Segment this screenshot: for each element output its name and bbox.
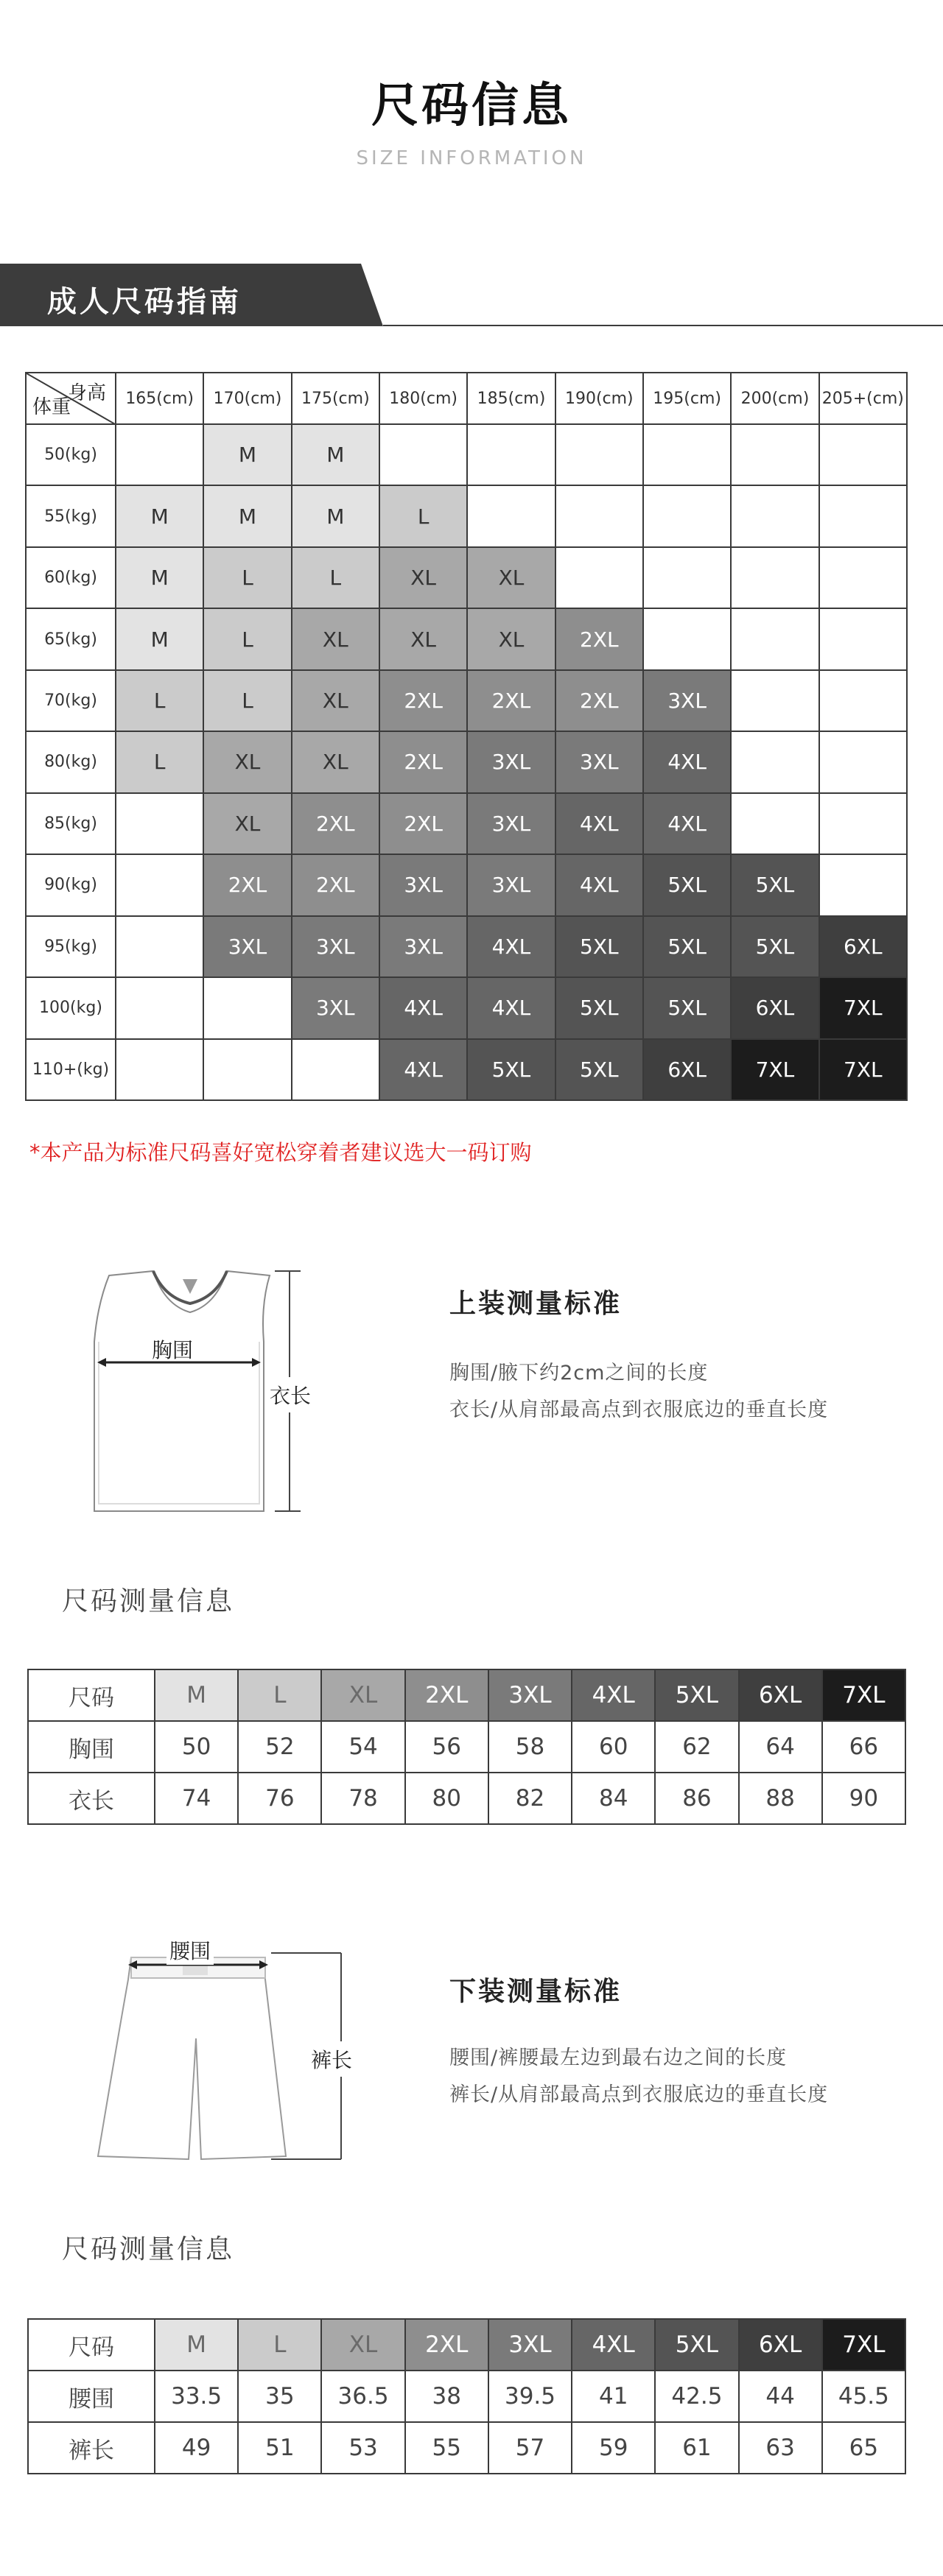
corner-cell [26,373,116,424]
size-header-cell: XL [321,1669,404,1721]
banner-label: 成人尺码指南 [47,285,242,319]
section-banner [0,264,943,330]
bottom-info-heading: 尺码测量信息 [62,2234,235,2264]
size-cell [819,731,907,792]
size-cell: 5XL [731,854,818,915]
size-cell [643,424,731,485]
size-cell: XL [203,731,291,792]
size-cell [731,485,818,546]
size-cell [643,485,731,546]
size-cell: M [292,424,379,485]
weight-cell: 100(kg) [26,977,116,1038]
size-header-cell: M [155,2319,238,2371]
size-cell: 5XL [643,854,731,915]
value-cell: 59 [572,2422,655,2474]
value-cell: 53 [321,2422,404,2474]
size-cell: 4XL [379,977,467,1038]
size-cell: L [203,670,291,731]
bottom-measure-heading: 下装测量标准 [449,1977,623,2007]
size-cell: 7XL [819,1039,907,1100]
weight-cell: 95(kg) [26,916,116,977]
size-cell: 5XL [467,1039,555,1100]
size-header-cell: 2XL [405,2319,488,2371]
size-cell: 4XL [555,793,643,854]
weight-cell: 80(kg) [26,731,116,792]
size-header-label: 尺码 [28,2319,155,2371]
height-header-cell: 165(cm) [116,373,203,424]
size-cell: 4XL [555,854,643,915]
shorts-diagram [80,1935,360,2171]
size-cell: 5XL [555,916,643,977]
weight-cell: 55(kg) [26,485,116,546]
size-cell [555,547,643,608]
value-cell: 82 [488,1773,572,1824]
size-cell: M [292,485,379,546]
size-cell: XL [203,793,291,854]
size-header-label: 尺码 [28,1669,155,1721]
size-cell: 4XL [643,793,731,854]
size-cell [819,854,907,915]
top-measure-line-1: 胸围/腋下约2cm之间的长度 [449,1362,709,1384]
pants-length-label: 裤长 [309,2041,354,2077]
weight-cell: 90(kg) [26,854,116,915]
top-info-heading: 尺码测量信息 [62,1586,235,1616]
size-cell: 4XL [643,731,731,792]
weight-row [26,670,907,731]
weight-cell: 65(kg) [26,608,116,669]
size-cell: 6XL [731,977,818,1038]
size-cell [116,1039,203,1100]
height-header-cell: 185(cm) [467,373,555,424]
size-cell [116,854,203,915]
size-cell: L [203,608,291,669]
length-label: 衣长 [268,1377,312,1412]
size-cell: XL [292,670,379,731]
height-header-cell: 200(cm) [731,373,818,424]
table-header-row [28,1669,905,1721]
value-cell: 57 [488,2422,572,2474]
size-header-cell: 6XL [739,1669,822,1721]
size-cell: 5XL [555,1039,643,1100]
height-header-cell: 170(cm) [203,373,291,424]
size-cell: 2XL [203,854,291,915]
size-cell: XL [467,608,555,669]
size-cell: 4XL [467,916,555,977]
size-cell: L [379,485,467,546]
size-cell: M [203,424,291,485]
size-cell: XL [467,547,555,608]
value-cell: 42.5 [655,2371,738,2422]
value-cell: 41 [572,2371,655,2422]
value-cell: 55 [405,2422,488,2474]
size-cell [731,547,818,608]
size-cell: 3XL [379,916,467,977]
size-cell: L [292,547,379,608]
size-header-cell: 3XL [488,1669,572,1721]
size-cell [731,608,818,669]
size-header-cell: 4XL [572,2319,655,2371]
size-cell: 3XL [467,793,555,854]
row-label: 裤长 [28,2422,155,2474]
value-cell: 88 [739,1773,822,1824]
size-cell [555,485,643,546]
size-cell [379,424,467,485]
size-cell: XL [292,731,379,792]
size-cell: 2XL [379,793,467,854]
bottom-measure-line-1: 腰围/裤腰最左边到最右边之间的长度 [449,2047,788,2069]
value-cell: 90 [822,1773,905,1824]
weight-row [26,916,907,977]
size-cell: L [116,670,203,731]
page-title: 尺码信息 [371,79,572,133]
size-cell: 3XL [203,916,291,977]
size-header-cell: 5XL [655,2319,738,2371]
size-cell [116,793,203,854]
size-guide-table [25,372,908,1101]
size-cell [643,608,731,669]
value-cell: 62 [655,1721,738,1773]
row-label: 腰围 [28,2371,155,2422]
value-cell: 60 [572,1721,655,1773]
bottom-measure-desc [449,2040,828,2114]
size-cell: 2XL [555,608,643,669]
size-cell: 3XL [643,670,731,731]
size-cell: M [116,608,203,669]
size-cell: XL [292,608,379,669]
row-label: 胸围 [28,1721,155,1773]
size-cell: 5XL [643,977,731,1038]
size-header-cell: 7XL [822,2319,905,2371]
size-cell: 2XL [379,731,467,792]
value-cell: 66 [822,1721,905,1773]
size-cell [731,670,818,731]
size-cell: 3XL [555,731,643,792]
size-cell: 5XL [555,977,643,1038]
height-header-cell: 205+(cm) [819,373,907,424]
size-cell: 7XL [819,977,907,1038]
jersey-diagram [80,1261,337,1518]
size-cell: L [116,731,203,792]
value-cell: 44 [739,2371,822,2422]
weight-row [26,424,907,485]
height-axis-label: 身高 [67,382,106,404]
weight-row [26,731,907,792]
size-cell: 5XL [731,916,818,977]
value-cell: 76 [238,1773,321,1824]
size-cell: 3XL [467,854,555,915]
row-label: 衣长 [28,1773,155,1824]
size-cell [819,485,907,546]
waist-label: 腰围 [166,1935,214,1965]
value-cell: 38 [405,2371,488,2422]
size-cell: L [203,547,291,608]
value-cell: 80 [405,1773,488,1824]
size-cell: 3XL [467,731,555,792]
size-cell [555,424,643,485]
value-cell: 64 [739,1721,822,1773]
value-cell: 39.5 [488,2371,572,2422]
size-cell [643,547,731,608]
size-cell [819,793,907,854]
size-cell [292,1039,379,1100]
height-header-cell: 175(cm) [292,373,379,424]
weight-row [26,608,907,669]
size-cell: 2XL [467,670,555,731]
weight-cell: 110+(kg) [26,1039,116,1100]
height-header-cell: 190(cm) [555,373,643,424]
weight-row [26,1039,907,1100]
size-cell [467,485,555,546]
size-note: *本产品为标准尺码喜好宽松穿着者建议选大一码订购 [29,1140,532,1165]
value-cell: 33.5 [155,2371,238,2422]
size-cell: XL [379,608,467,669]
bottom-measure-table [27,2318,906,2474]
size-cell [819,424,907,485]
size-cell: 6XL [643,1039,731,1100]
weight-axis-label: 体重 [32,396,71,418]
bottom-measure-line-2: 裤长/从肩部最高点到衣服底边的垂直长度 [449,2083,829,2106]
value-cell: 36.5 [321,2371,404,2422]
size-header-cell: 4XL [572,1669,655,1721]
size-cell [203,977,291,1038]
top-measure-line-2: 衣长/从肩部最高点到衣服底边的垂直长度 [449,1398,829,1421]
value-cell: 65 [822,2422,905,2474]
size-cell [731,424,818,485]
height-header-cell: 180(cm) [379,373,467,424]
top-measure-heading: 上装测量标准 [449,1289,623,1319]
size-cell: 4XL [379,1039,467,1100]
size-header-cell: 5XL [655,1669,738,1721]
size-header-cell: XL [321,2319,404,2371]
value-cell: 61 [655,2422,738,2474]
size-cell: 2XL [292,854,379,915]
top-measure-table [27,1669,906,1825]
size-header-cell: 2XL [405,1669,488,1721]
table-row [28,1773,905,1824]
size-cell [116,424,203,485]
value-cell: 63 [739,2422,822,2474]
size-cell: 3XL [292,916,379,977]
size-cell: XL [379,547,467,608]
size-cell: 2XL [292,793,379,854]
value-cell: 84 [572,1773,655,1824]
value-cell: 52 [238,1721,321,1773]
size-header-cell: 6XL [739,2319,822,2371]
value-cell: 35 [238,2371,321,2422]
value-cell: 58 [488,1721,572,1773]
size-header-cell: L [238,2319,321,2371]
weight-cell: 85(kg) [26,793,116,854]
table-row [28,1721,905,1773]
value-cell: 56 [405,1721,488,1773]
size-cell: M [116,485,203,546]
size-cell [116,977,203,1038]
size-cell [819,670,907,731]
size-cell: 5XL [643,916,731,977]
size-cell [819,547,907,608]
size-cell [203,1039,291,1100]
size-cell: 2XL [555,670,643,731]
page-subtitle: SIZE INFORMATION [356,147,587,169]
size-cell [467,424,555,485]
weight-row [26,977,907,1038]
weight-row [26,793,907,854]
size-cell [116,916,203,977]
weight-row [26,854,907,915]
size-cell: 3XL [292,977,379,1038]
size-cell [731,731,818,792]
height-header-row [26,373,907,424]
value-cell: 78 [321,1773,404,1824]
size-cell: 6XL [819,916,907,977]
height-header-cell: 195(cm) [643,373,731,424]
table-row [28,2371,905,2422]
size-cell [731,793,818,854]
size-cell: 4XL [467,977,555,1038]
chest-label: 胸围 [152,1338,194,1362]
size-cell: 2XL [379,670,467,731]
value-cell: 74 [155,1773,238,1824]
size-header-cell: 7XL [822,1669,905,1721]
size-cell: 3XL [379,854,467,915]
value-cell: 51 [238,2422,321,2474]
size-header-cell: 3XL [488,2319,572,2371]
value-cell: 54 [321,1721,404,1773]
size-cell: 7XL [731,1039,818,1100]
value-cell: 86 [655,1773,738,1824]
size-cell [819,608,907,669]
weight-row [26,485,907,546]
size-cell: M [116,547,203,608]
table-row [28,2422,905,2474]
size-header-cell: L [238,1669,321,1721]
table-header-row [28,2319,905,2371]
weight-cell: 50(kg) [26,424,116,485]
weight-cell: 60(kg) [26,547,116,608]
value-cell: 45.5 [822,2371,905,2422]
weight-cell: 70(kg) [26,670,116,731]
weight-row [26,547,907,608]
value-cell: 49 [155,2422,238,2474]
top-measure-desc [449,1355,828,1429]
size-header-cell: M [155,1669,238,1721]
value-cell: 50 [155,1721,238,1773]
size-cell: M [203,485,291,546]
